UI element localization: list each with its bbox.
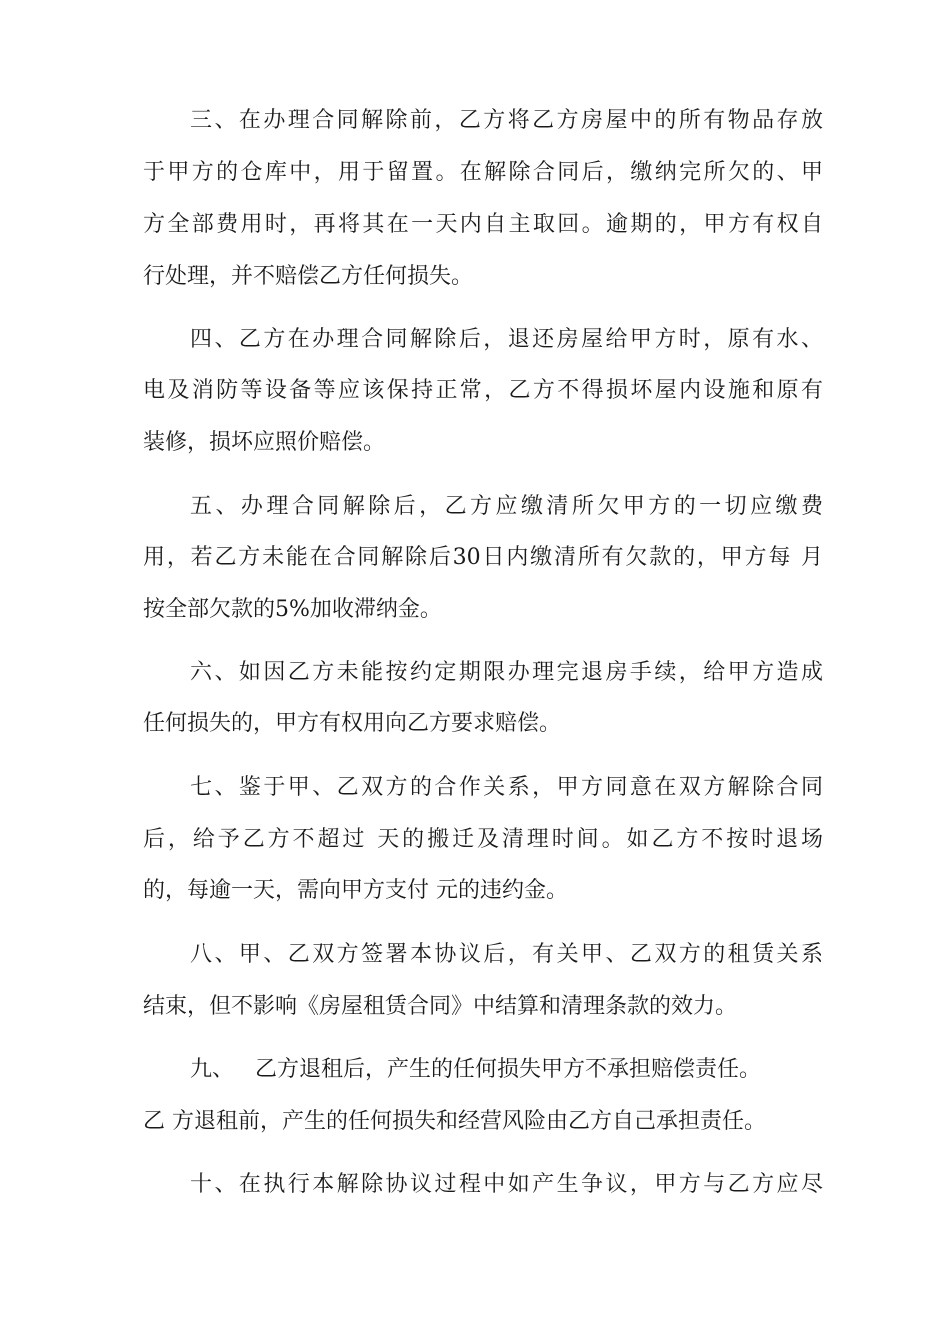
clause-7-line-3: 的，每逾一天，需向甲方支付 元的违约金。 [143, 878, 568, 903]
clause-5-line-2: 用，若乙方未能在合同解除后30日内缴清所有欠款的，甲方每 月 [143, 545, 823, 570]
clause-3-line-3: 方全部费用时，再将其在一天内自主取回。逾期的，甲方有权自 [143, 212, 823, 237]
clause-7-line-2: 后，给予乙方不超过 天的搬迁及清理时间。如乙方不按时退场 [143, 827, 823, 852]
clause-8-line-2: 结束，但不影响《房屋租赁合同》中结算和清理条款的效力。 [143, 994, 738, 1019]
clause-5-line-3: 按全部欠款的5%加收滞纳金。 [143, 597, 442, 622]
clause-10-line-1: 十、在执行本解除协议过程中如产生争议，甲方与乙方应尽 [190, 1172, 823, 1197]
clause-4-line-3: 装修，损坏应照价赔偿。 [143, 430, 386, 455]
clause-5-line-1: 五、办理合同解除后，乙方应缴清所欠甲方的一切应缴费 [190, 494, 823, 519]
clause-3-line-2: 于甲方的仓库中，用于留置。在解除合同后，缴纳完所欠的、甲 [143, 160, 823, 185]
clause-3-line-4: 行处理，并不赔偿乙方任何损失。 [143, 264, 474, 289]
clause-4-line-2: 电及消防等设备等应该保持正常，乙方不得损坏屋内设施和原有 [143, 378, 823, 403]
clause-7-line-1: 七、鉴于甲、乙双方的合作关系，甲方同意在双方解除合同 [190, 775, 823, 800]
clause-6-line-1: 六、如因乙方未能按约定期限办理完退房手续，给甲方造成 [190, 660, 823, 685]
clause-9-line-2: 乙 方退租前，产生的任何损失和经营风险由乙方自己承担责任。 [143, 1109, 766, 1134]
clause-8-line-1: 八、甲、乙双方签署本协议后，有关甲、乙双方的租赁关系 [190, 942, 823, 967]
clause-4-line-1: 四、乙方在办理合同解除后，退还房屋给甲方时，原有水、 [190, 327, 823, 352]
clause-3-line-1: 三、在办理合同解除前，乙方将乙方房屋中的所有物品存放 [190, 108, 823, 133]
clause-9-line-1: 九、 乙方退租后，产生的任何损失甲方不承担赔偿责任。 [190, 1057, 761, 1082]
clause-6-line-2: 任何损失的，甲方有权用向乙方要求赔偿。 [143, 711, 562, 736]
